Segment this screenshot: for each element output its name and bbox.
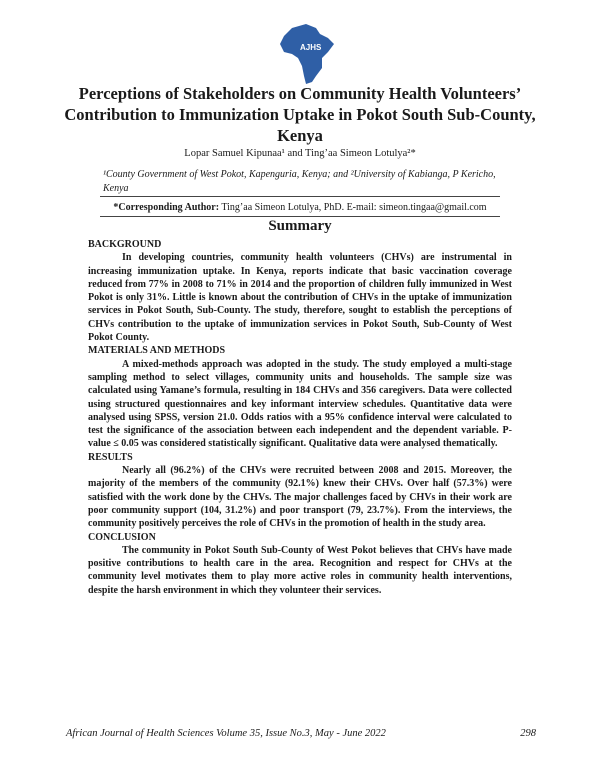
section-heading: BACKGROUND (88, 239, 162, 250)
section-heading: RESULTS (88, 451, 133, 463)
corresponding-text: Ting’aa Simeon Lotulya, PhD. E-mail: simeon.tingaa@gmail.com (221, 202, 487, 213)
affiliations: ¹County Government of West Pokot, Kapenguria, Kenya; and ²University of Kabianga, P Kericho, Kenya (103, 169, 496, 194)
section-paragraph: In developing countries, community health volunteers (CHVs) are instrumental in increasing immunization uptake. In Kenya, reports indicate that basic vaccination coverage reduced from 77% in 2008 to 71% in 2014 and the proportion of children fully immunized in West Pokot is only 31%. Little is known about the contribution of CHVs in the uptake of immunization services in Pokot South, Sub-County. The study, therefore, sought to establish the perceptions of CHVs contribution to the uptake of immunization services in Pokot South, Sub-County of West Pokot County. (88, 252, 512, 344)
section-materials-methods (88, 344, 512, 450)
page-footer (66, 728, 536, 739)
africa-map-icon (280, 24, 334, 84)
divider-bottom (100, 216, 500, 217)
section-heading: CONCLUSION (88, 531, 156, 543)
section-background (88, 238, 512, 344)
author-list: Lopar Samuel Kipunaa¹ and Ting’aa Simeon Lotulya²* (184, 148, 416, 159)
corresponding-author (0, 202, 600, 213)
page-number: 298 (520, 728, 536, 739)
summary-heading: Summary (268, 218, 332, 234)
section-conclusion (88, 531, 512, 597)
article-title: Perceptions of Stakeholders on Community Health Volunteers’ Contribution to Immunization Uptake in Pokot South Sub-County, Kenya (64, 84, 536, 145)
abstract-body (88, 238, 512, 597)
section-results (88, 451, 512, 531)
section-heading: MATERIALS AND METHODS (88, 345, 226, 357)
corresponding-label: *Corresponding Author: (113, 202, 220, 213)
journal-citation: African Journal of Health Sciences Volume 35, Issue No.3, May - June 2022 (66, 728, 386, 739)
section-paragraph: A mixed-methods approach was adopted in the study. The study employed a multi-stage sampling method to select villages, community units and households. The sample size was calculated using Yamane’s formula, resulting in 184 CHVs and 356 caregivers. Data were collected using structured questionnaires and key informant interview schedules. Quantitative data were analysed using SPSS, version 21.0. Odds ratios with a 95% confidence interval were calculated to test the significance of the association between each independent and the dependent variable. P-value ≤ 0.05 was considered statistically significant. Qualitative data were analysed thematically. (88, 358, 512, 450)
divider-top (100, 196, 500, 197)
section-paragraph: Nearly all (96.2%) of the CHVs were recruited between 2008 and 2015. Moreover, the majority of the members of the community (92.1%) knew their CHVs. Over half (57.3%) were satisfied with the work done by the CHVs. The major challenges faced by CHVs in their work are poor community support (104, 31.2%) and poor transport (79, 23.7%). From the interviews, the community positively perceives the role of CHVs in the promotion of health in the study area. (88, 465, 512, 530)
logo-text: AJHS (300, 43, 322, 52)
section-paragraph: The community in Pokot South Sub-County of West Pokot believes that CHVs have made positive contributions to health care in the area. Recognition and respect for CHVs at the community level motivates them to play more active roles in community health interventions, despite the harsh environment in which they volunteer their services. (88, 544, 512, 596)
journal-logo (276, 18, 338, 88)
